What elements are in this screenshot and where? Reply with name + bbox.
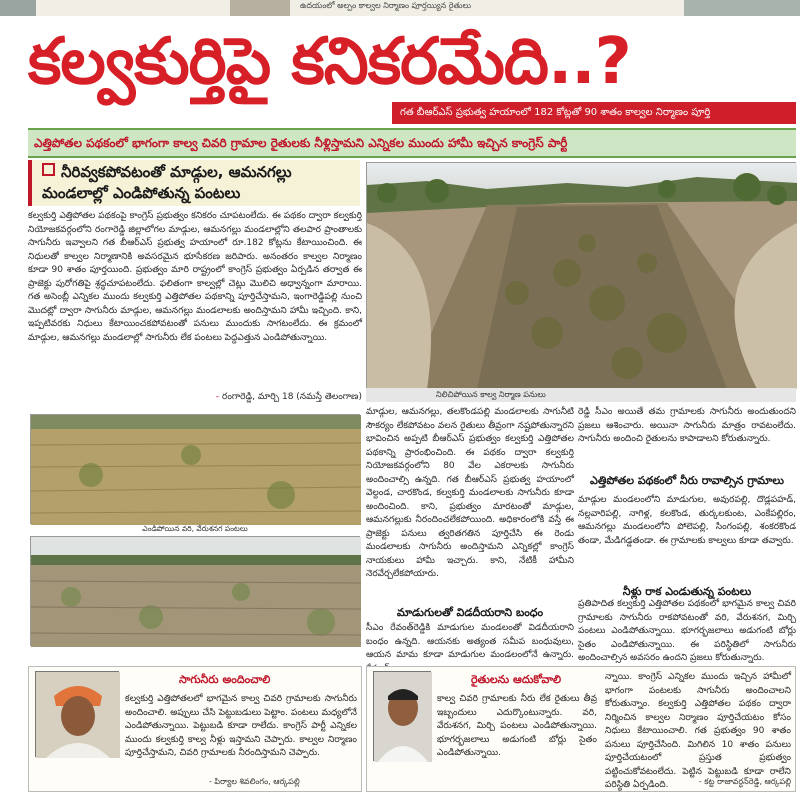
quote-box-2-title: రైతులను ఆదుకోవాలి <box>471 673 562 686</box>
farmer-portrait-2 <box>373 671 431 761</box>
quote-box-2-text-right: న్నాయి. కాంగ్రెస్ ఎన్నికల ముందు ఇచ్చిన హామీలో భాగంగా పంటలకు సాగునీరు అందించాలని కోరుతున్నాం. కల్వకుర్తి ఎత్తిపోతల పథకం ద్వారా నిర్మించిన కాల్వల నిర్మాణం పూర్తిచేయటం కోసం నిధులు కేటాయించాలి. గత ప్రభుత్వం 90 శాతం పనులు పూర్తిచేసింది. మిగిలిన 10 శాతం పనులు పూర్తిచేయటంలో ప్రస్తుత ప్రభుత్వం పట్టించుకోవటంలేదు. పెట్టిన పెట్టుబడి కూడా రాలేని పరిస్థితి ఏర్పడింది. <box>605 672 791 790</box>
article-col3b: మాడ్గుల మండలంలోని మాడుగుల, అవురపల్లి, దొడ్లపహడ్, నల్లవారిపల్లి, నాగిళ్ల, కలకొండ, తుర్కలకుంట, ఎంకేపల్లిరం, ఆమనగల్లు మండలంలోని పోలెపల్లి, సింగంపల్లి, శంకరకొండ తండా, మేడిగడ్డతండా. ఈ గ్రామాలకు కాల్వలు కూడా తవ్వారు. <box>578 495 796 546</box>
section-heading <box>28 160 360 206</box>
crop-photo-2 <box>30 536 360 646</box>
farmer-portrait-1 <box>35 671 119 757</box>
canal-caption: నిలిచిపోయిన కాల్వ నిర్మాణ పనులు <box>366 388 796 402</box>
canal-photo <box>366 162 796 388</box>
section-heading-line2: మండలాల్లో ఎండిపోతున్న పంటలు <box>42 184 241 202</box>
strip-thumbnail <box>230 0 290 16</box>
article-col1: కల్వకుర్తి ఎత్తిపోతల పథకంపై కాంగ్రెస్ ప్రభుత్వం కనికరం చూపటంలేదు. ఈ పథకం ద్వారా కల్వకుర్తి నియోజకవర్గంలోని రంగారెడ్డి జిల్లాలోగల మాడ్గుల, ఆమనగల్లు మండలాల్లోని తలపార ప్రాంతాలకు సాగునీరు ఇవ్వాలని గత బీఆర్ఎస్ ప్రభుత్వ హయాంలో రూ.182 కోట్లను కేటాయించింది. ఈ నిధులతో కాల్వల నిర్మాణానికి అవసరమైన భూసేకరణ జరిపారు. అనంతరం కాల్వల నిర్మాణం కూడా 90 శాతం పూర్తయింది. ప్రభుత్వం మారి రాష్ట్రంలో కాంగ్రెస్ ప్రభుత్వం ఏర్పడిన తర్వాత ఈ ప్రాజెక్టు పురోగతిపై శ్రద్ధచూపటంలేదు. ఫలితంగా కాల్వల్లో చెట్లు మొలిచి అధ్వాన్నంగా మారాయి. గత అసెంబ్లీ ఎన్నికల ముందు కల్వకుర్తి ఎత్తిపోతల పథకాన్ని పూర్తిచేస్తామని, ఇంగారెడ్డిపల్లి నుంచి మొదట్లో ద్వారా సాగునీరు మాడ్గుల, ఆమనగల్లు మండలాలకు అందిస్తామని హామీ ఇచ్చింది. కాని, ఇప్పటివరకు నిధులు కేటాయించకపోవటంతో పనులు ముందుకు సాగటంలేదు. ఈ క్రమంలో మాడ్గుల, ఆమనగల్లు మండలాల్లో సాగునీరు లేక పంటలు పెద్దఎత్తున ఎండిపోతున్నాయి. <box>28 211 362 343</box>
quote-box-1-title: సాగునీరు అందించాలి <box>179 673 271 686</box>
quote-box-1 <box>28 666 362 792</box>
strip-thumbnail <box>684 0 800 16</box>
quote-box-1-signature: - పిర్యాల శివలింగం, ఆర్కపల్లి <box>209 777 300 786</box>
headline: కల్వకుర్తిపై కనికరమేది..? <box>28 25 631 99</box>
article-col3: రెడ్డి సీఎం అయితే తమ గ్రామాలకు సాగునీరు అందుతుందని ప్రజలు ఆశించారు. అయినా సాగునీరు మాత్రం రావటంలేదు. సాగునీరు అందించి రైతులను కాపాడాలని కోరుతున్నారు. <box>578 407 796 444</box>
crop-photo-1 <box>30 414 360 524</box>
top-strip <box>0 0 800 16</box>
col3-subheading-villages: ఎత్తిపోతల పథకంలో నీరు రావాల్సిన గ్రామాలు <box>590 474 784 487</box>
kicker: ఎత్తిపోతల పథకంలో భాగంగా కాల్వ చివరి గ్రామాల రైతులకు నీళ్లిస్తామని ఎన్నికల ముందు హామీ ఇచ్చిన కాంగ్రెస్ పార్టీ <box>28 128 796 158</box>
dateline: - రంగారెడ్డి, మార్చి 18 (నమస్తే తెలంగాణ) <box>215 392 362 402</box>
col2-subheading: మాడుగులతో విడదీయరాని బంధం <box>396 606 544 619</box>
crop-caption: ఎండిపోయిన వరి, వేరుశనగ పంటలు <box>142 524 248 533</box>
checkbox-bullet-icon <box>42 163 55 176</box>
dateline-text: రంగారెడ్డి, మార్చి 18 (నమస్తే తెలంగాణ) <box>221 392 362 402</box>
article-col2b: సీఎం రేవంత్‌రెడ్డికి మాడుగుల మండలంతో విడదీయరాని బంధం ఉన్నది. ఆయనకు అత్యంత సమీప బంధువులు, ఆయన మామ కూడా మాడుగుల మండలంలోనే ఉన్నారు. <box>366 623 574 660</box>
article-col3c: ప్రతిపాదిత కల్వకుర్తి ఎత్తిపోతల పథకంలో భాగమైన కాల్వ చివరి గ్రామాలకు సాగునీరు రాకపోవటంతో వరి, వేరుశనగ, మిర్చి పంటలు ఎండిపోతున్నాయి. భూగర్భజలాలు అడుగంటి బోర్లు సైతం ఎండిపోతున్నాయి. ఈ పరిస్థితిలో సాగునీరు అందించాల్సిన అవసరం ఉందని ప్రజలు కోరుతున్నారు. <box>578 599 796 663</box>
strip-caption: ఉదయంలో అల్పం కాల్వల నిర్మాణం పూర్తయ్యిన రైతులు <box>300 1 471 10</box>
quote-box-1-text: కల్వకుర్తి ఎత్తిపోతలలో భాగమైన కాల్వ చివరి గ్రామాలకు సాగునీరు అందించాలి. అప్పులు చేసి పెట్టుబడులు పెట్టాం. పంటలు మధ్యలోనే ఎండిపోతున్నాయి. పెట్టుబడి కూడా రాలేదు. కాంగ్రెస్ పార్టీ ఎన్నికల ముందు కల్వకుర్తి కాల్వ నీళ్లు ఇస్తామని చెప్పారు. కాల్వల నిర్మాణం పూర్తిచేస్తామని, చివరి గ్రామాలకు నీరందిస్తామని చెప్పారు. <box>125 694 357 758</box>
subheadline: గత బీఆర్ఎస్ ప్రభుత్వ హయాంలో 182 కోట్లతో 90 శాతం కాల్వల నిర్మాణం పూర్తి <box>392 102 796 124</box>
quote-box-2-signature: - కట్ట రాజావర్ధన్‌రెడ్డి, ఆర్కపల్లి <box>698 777 791 786</box>
quote-box-2 <box>366 666 796 792</box>
col3-subheading-crops: నీళ్లు రాక ఎండుతున్న పంటలు <box>622 585 752 598</box>
section-heading-line1 <box>42 162 354 183</box>
quote-box-2-text-left: కాల్వ చివరి గ్రామాలకు నీరు లేక రైతులు తీవ్ర ఇబ్బందులు ఎదుర్కొంటున్నారు. వరి, వేరుశనగ, మిర్చి పంటలు ఎండిపోతున్నాయి. భూగర్భజలాలు అడుగంటి బోర్లు సైతం ఎండిపోతున్నాయి. <box>437 694 597 758</box>
section-heading-text1: నీరివ్వకపోవటంతో మాడ్గుల, ఆమనగల్లు <box>61 163 292 181</box>
article-col2: మాడ్గుల, ఆమనగల్లు, తలకొండపల్లి మండలాలకు సాగునీటి సౌకర్యం లేకపోవటం వలన రైతులు తీవ్రంగా నష్టపోతున్నారని భావించిన అప్పటి బీఆర్ఎస్ ప్రభుత్వం కల్వకుర్తి ఎత్తిపోతల పథకాన్ని ప్రారంభించింది. ఈ పథకం ద్వారా కల్వకుర్తి నియోజకవర్గంలోని 80 వేల ఎకరాలకు సాగునీరు అందించాల్సి ఉన్నది. గత బీఆర్ఎస్ ప్రభుత్వ హయాంలో వెల్దండ, చారకొండ, కల్వకుర్తి మండలాలకు సాగునీరు కూడా అందించింది. కాని, ప్రభుత్వం మారటంతో మాడ్గుల, ఆమనగల్లుకు నీరందించలేకపోయింది. అధికారంలోకి వస్తే ఈ ప్రాజెక్టు పనులు త్వరితగతిన పూర్తిచేసి ఈ రెండు మండలాలకు సాగునీరు అందిస్తామని ఎన్నికల్లో కాంగ్రెస్ నాయకులు హామీ ఇచ్చారు. కాని, నేటికీ హామీని నెరవేర్చలేకపోయారు. <box>366 407 574 579</box>
strip-thumbnail <box>0 0 36 16</box>
